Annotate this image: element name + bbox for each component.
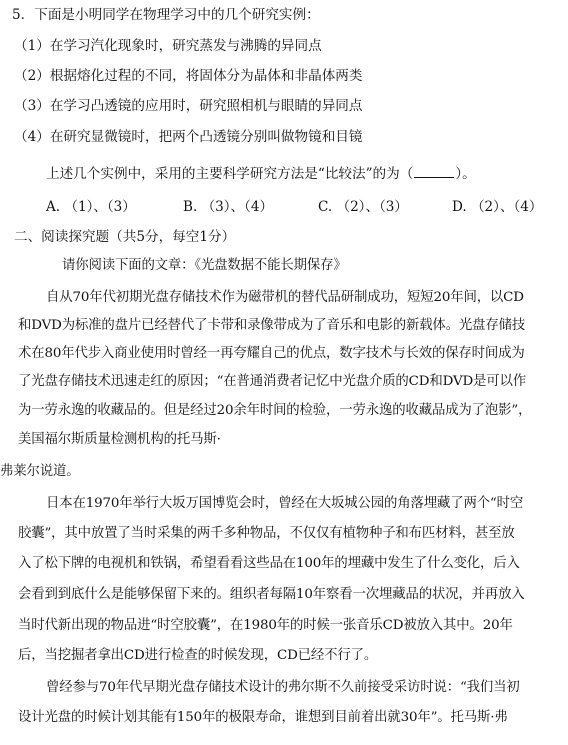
question-prompt-text: 上述几个实例中，采用的主要科学研究方法是“比较法”的为（ <box>46 166 414 182</box>
example-2: （2）根据熔化过程的不同，将固体分为晶体和非晶体两类 <box>14 68 363 84</box>
passage-line: 美国福尔斯质量检测机构的托马斯· <box>18 432 221 447</box>
passage-line: 胶囊”，其中放置了当时采集的两千多种物品，不仅仅有植物种子和布匹材料，甚至放 <box>18 526 515 541</box>
option-a-letter: A. <box>46 199 61 215</box>
passage-line: 设计光盘的时候计划其能有150年的极限寿命，谁想到目前着出就30年”。托马斯·弗 <box>18 710 508 725</box>
passage-line: 术在80年代步入商业使用时曾经一再夸耀自己的优点，数字技术与长效的保存时间成为 <box>18 346 525 361</box>
example-4: （4）在研究显微镜时，把两个凸透镜分别叫做物镜和目镜 <box>14 129 363 145</box>
passage-line: 会看到到底什么是能够保留下来的。组织者每隔10年察看一次埋藏品的状况，并再放入 <box>18 587 525 602</box>
option-b[interactable] <box>183 197 273 217</box>
option-c[interactable] <box>318 197 408 217</box>
question-prompt <box>46 163 476 184</box>
section-2-heading: 二、阅读探究题（共5分，每空1分） <box>14 229 236 245</box>
question-prompt-close: ）。 <box>455 166 476 182</box>
passage-line: 入了松下牌的电视机和铁锅，希望看看这些品在100年的埋藏中发生了什么变化，后入 <box>18 556 520 571</box>
example-3: （3）在学习凸透镜的应用时，研究照相机与眼睛的异同点 <box>14 98 363 114</box>
option-d-letter: D. <box>452 199 467 215</box>
option-d[interactable] <box>452 197 542 217</box>
passage-line: 曾经参与70年代早期光盘存储技术设计的弗尔斯不久前接受采访时说：“我们当初 <box>46 680 520 695</box>
passage-line: 为一劳永逸的收藏品的。但是经过20余年时间的检验，一劳永逸的收藏品成为了泡影”， <box>18 403 532 418</box>
example-1: （1）在学习汽化现象时，研究蒸发与沸腾的异同点 <box>14 38 322 54</box>
option-c-letter: C. <box>318 199 333 215</box>
options-row <box>0 197 568 217</box>
passage-line: 了光盘存储技术迅速走红的原因；“在普通消费者记忆中光盘介质的CD和DVD是可以作 <box>18 374 527 389</box>
option-c-text: （2）、（3） <box>336 199 408 215</box>
option-b-letter: B. <box>183 199 198 215</box>
option-b-text: （3）、（4） <box>201 199 274 215</box>
passage-line: 和DVD为标准的盘片已经替代了卡带和录像带成为了音乐和电影的新载体。光盘存储技 <box>18 318 526 333</box>
passage-line: 当时代新出现的物品进“时空胶囊”，在1980年的时候一张音乐CD被放入其中。20年 <box>18 618 513 633</box>
passage-line: 后，当挖掘者拿出CD进行检查的时候发现，CD已经不行了。 <box>18 648 378 663</box>
option-a[interactable] <box>46 197 136 217</box>
passage-line: 自从70年代初期光盘存储技术作为磁带机的替代品研制成功，短短20年间，以CD <box>46 290 524 305</box>
passage-line: 日本在1970年举行大坂万国博览会时，曾经在大坂城公园的角落埋藏了两个“时空 <box>46 496 524 511</box>
option-a-text: （1）、（3） <box>64 199 136 215</box>
question-5-stem: 5．下面是小明同学在物理学习中的几个研究实例： <box>12 7 320 23</box>
passage-line: 弗莱尔说道。 <box>0 464 80 479</box>
answer-blank[interactable] <box>414 163 454 178</box>
passage-intro: 请你阅读下面的文章：《光盘数据不能长期保存》 <box>62 258 347 273</box>
option-d-text: （2）、（4） <box>471 199 543 215</box>
